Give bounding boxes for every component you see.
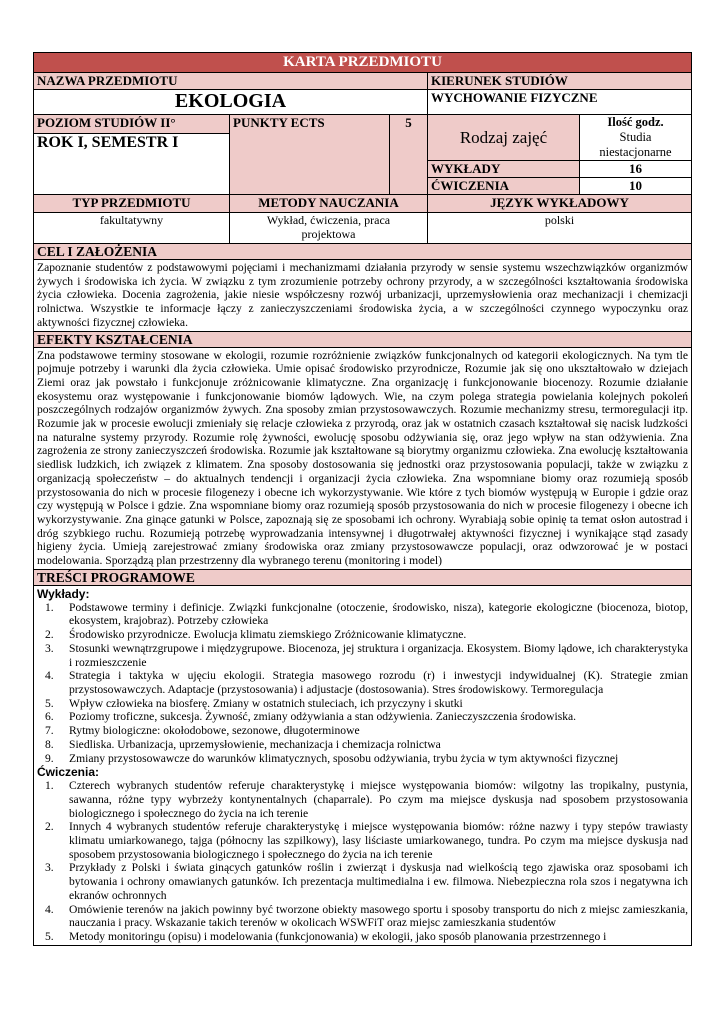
- item-number: 2.: [45, 628, 54, 642]
- cel-text: Zapoznanie studentów z podstawowymi pojęciami i mechanizmami działania przyrody w sensie systemu wszechzwiązków organizmów żywych i środowiska ich życia. W związku z tym zrozumienie potrzeby ochrony przyrody, a w szczególności kształtowania środowiska życia człowieka. Docenia zagrożenia, jakie niesie współczesny rozwój urbanizacji, uprzemysłowienia oraz mechanizacji i chemizacji rolnictwa. Wszystkie te informacje łączy z zanieczyszczeniami środowiska życia, a w szczególności czynnego wypoczynku oraz aktywności fizycznej człowieka.: [34, 260, 692, 332]
- item-text: Zmiany przystosowawcze do warunków klimatycznych, sposobu odżywiania, trybu życia w tym aktywności fizycznej: [69, 751, 619, 765]
- item-text: Środowisko przyrodnicze. Ewolucja klimatu ziemskiego Zróżnicowanie klimatyczne.: [69, 628, 467, 642]
- wyklady-label: WYKŁADY: [428, 161, 580, 178]
- list-item: [37, 697, 688, 711]
- item-number: 9.: [45, 751, 54, 765]
- list-item: [37, 642, 688, 669]
- item-text: Czterech wybranych studentów referuje charakterystykę i miejsce występowania biomów: wilgotny las tropikalny, pustynia, sawanna, różne typy wybrzeży kontynentalnych (chaparrale). Po czym ma miejsce dyskusja nad sposobem przystosowania biologicznego i społecznego do życia na ich terenie: [69, 779, 689, 820]
- item-number: 1.: [45, 600, 54, 614]
- jezyk-label: JĘZYK WYKŁADOWY: [428, 195, 692, 213]
- item-number: 5.: [45, 696, 54, 710]
- cwiczenia-heading: Ćwiczenia:: [37, 765, 100, 780]
- wyklady-heading: Wykłady:: [37, 586, 90, 601]
- item-text: Poziomy troficzne, sukcesja. Żywność, zmiany odżywiania a stan odżywienia. Zanieczyszczenia środowiska.: [69, 710, 577, 724]
- item-text: Siedliska. Urbanizacja, uprzemysłowienie, mechanizacja i chemizacja rolnictwa: [69, 737, 441, 751]
- item-text: Omówienie terenów na jakich powinny być tworzone obiekty masowego sportu i sposoby transportu do nich z miejsc zamieszkania, nauczania i pracy. Wskazanie takich terenów w okolicach WSWFiT oraz miejsc zamieszkania studentów: [69, 902, 689, 930]
- jezyk-value: polski: [428, 213, 692, 244]
- list-item: [37, 738, 688, 752]
- item-number: 3.: [45, 861, 54, 875]
- list-item: [37, 724, 688, 738]
- wyklady-list: [37, 601, 688, 765]
- tresci-content: [34, 585, 692, 945]
- list-item: [37, 779, 688, 820]
- item-number: 7.: [45, 724, 54, 738]
- ilosc-label: Ilość godz.: [607, 115, 664, 129]
- kierunek-value: WYCHOWANIE FIZYCZNE: [428, 90, 692, 115]
- list-item: [37, 861, 688, 902]
- poziom-label: POZIOM STUDIÓW II°: [34, 115, 230, 134]
- item-text: Przykłady z Polski i świata ginących gatunków roślin i zwierząt i dyskusja nad wielkością tego zjawiska oraz sposobami ich bytowania i ochrony omawianych gatunków. Ich prezentacja multimedialna i ew. filmowa. Niebezpieczna rola szos i negatywna ich ekranów ochronnych: [69, 861, 689, 902]
- list-item: [37, 669, 688, 696]
- item-text: Innych 4 wybranych studentów referuje charakterystykę i miejsce występowania biomów: różne nazwy i typy stepów trawiasty klimatu umiarkowanego, tajga (północny las szpilkowy), lasy liściaste umiarkowanego, tundra. Po czym ma miejsce dyskusja nad sposobem przystosowania biologicznego i społecznego do życia na ich terenie: [69, 820, 689, 861]
- subject-name: EKOLOGIA: [34, 90, 428, 115]
- list-item: [37, 710, 688, 724]
- cwiczenia-hours: 10: [580, 178, 692, 195]
- list-item: [37, 752, 688, 766]
- list-item: [37, 930, 688, 944]
- typ-value: fakultatywny: [34, 213, 230, 244]
- efekty-title: EFEKTY KSZTAŁCENIA: [34, 331, 692, 347]
- list-item: [37, 601, 688, 628]
- item-text: Rytmy biologiczne: okołodobowe, sezonowe, długoterminowe: [69, 724, 360, 738]
- cel-title: CEL I ZAŁOŻENIA: [34, 244, 692, 260]
- cwiczenia-list: [37, 779, 688, 943]
- kierunek-label: KIERUNEK STUDIÓW: [428, 73, 692, 90]
- wyklady-hours: 16: [580, 161, 692, 178]
- nazwa-label: NAZWA PRZEDMIOTU: [34, 73, 428, 90]
- rok-value: ROK I, SEMESTR I: [34, 134, 230, 195]
- card-title: KARTA PRZEDMIOTU: [34, 53, 692, 73]
- item-number: 4.: [45, 669, 54, 683]
- list-item: [37, 903, 688, 930]
- ilosc-cell: [580, 115, 692, 161]
- efekty-text: Zna podstawowe terminy stosowane w ekologii, rozumie rozróżnienie związków funkcjonalnych od kategorii ekologicznych. Na tym tle pojmuje potrzeby i warunki dla życia człowieka. Umie opisać środowisko przyrodnicze, Rozumie jak się ono ukształtowało w dziejach Ziemi oraz jak powstało i funkcjonuje zróżnicowanie klimatyczne. Zna organizację i funkcjonowanie biocenozy. Rozumie działanie ekosystemu oraz występowanie i funkcjonowanie biomów lądowych. Wie, na czym polega strategia powielania kolejnych pokoleń poszczególnych rodzajów organizmów żywych. Zna sposoby zmian przystosowawczych. Rozumie mechanizmy stresu, termoregulacji itp. Rozumie jak w procesie ewolucji zmieniały się relacje człowieka z przyrodą, oraz jak w ostatnich czasach kształtował się nacisk ludzkości na naturalne systemy przyrody. Rozumie rolę żywności, ewolucję sposobu odżywiania się, oraz jego wpływ na stan odżywienia. Zna zagrożenia ze strony zanieczyszczeń środowiska. Rozumie jak kształtowane są biorytmy organizmu człowieka. Zna ewolucję kształtowania siedlisk ludzkich, ich związek z klimatem. Zna sposoby dostosowania się jednostki oraz przystosowania populacji, także w związku z organizacją społeczeństw – do aktualnych tendencji i organizacji życia człowieka. Zna wspomniane biomy oraz rozumieją sposób przystosowania do nich w procesie filogenezy i obecne ich wykorzystywanie. Wie które z tych biomów występują w Europie i gdzie oraz czy występują w Polsce i gdzie. Zna wspomniane biomy oraz rozumieją sposób przystosowania do nich w procesie filogenezy i obecne ich wykorzystywanie. Zna ginące gatunki w Polsce, zapoznają się ze sposobami ich ochrony. Wyrabiają sobie opinię ta temat osłon autostrad i dróg szybkiego ruchu. Rozumieją potrzebę wyprowadzania intensywnej i długotrwałej aktywności fizycznej i wynikające stąd zasady higieny życia. Umieją zarejestrować zmiany środowiska oraz zmiany przystosowawcze populacji, oraz odwzorować je w postaci modelowania. Sporządzą plan przestrzenny dla wybranego terenu (monitoring i model): [34, 347, 692, 569]
- item-text: Stosunki wewnątrzgrupowe i międzygrupowe. Biocenoza, jej struktura i organizacja. Ekosystem. Biomy lądowe, ich charakterystyka i rozmieszczenie: [69, 641, 689, 669]
- item-number: 6.: [45, 710, 54, 724]
- subject-card: [33, 52, 691, 946]
- item-text: Metody monitoringu (opisu) i modelowania (funkcjonowania) w ekologii, jako sposób planowania przestrzennego i: [69, 929, 607, 943]
- ects-value: 5: [390, 115, 428, 195]
- typ-label: TYP PRZEDMIOTU: [34, 195, 230, 213]
- metody-value: Wykład, ćwiczenia, praca projektowa: [230, 213, 428, 244]
- item-number: 8.: [45, 737, 54, 751]
- list-item: [37, 820, 688, 861]
- item-number: 5.: [45, 929, 54, 943]
- item-text: Podstawowe terminy i definicje. Związki funkcjonalne (otoczenie, środowisko, nisza), kategorie ekologiczne (biocenoza, biotop, ekosystem, krajobraz). Potrzeby człowieka: [69, 600, 689, 628]
- item-number: 4.: [45, 902, 54, 916]
- cwiczenia-label: ĆWICZENIA: [428, 178, 580, 195]
- rodzaj-label: Rodzaj zajęć: [428, 115, 580, 161]
- item-text: Strategia i taktyka w ujęciu ekologii. Strategia masowego rozrodu (r) i inwestycji indywidualnej (K). Strategie zmian przystosowawczych. Adaptacje (przystosowania) i adjustacje (dostosowania). Stres środowiskowy. Termoregulacja: [69, 669, 689, 696]
- item-number: 2.: [45, 820, 54, 834]
- item-number: 3.: [45, 641, 54, 655]
- item-number: 1.: [45, 779, 54, 793]
- card-table: [33, 52, 692, 946]
- list-item: [37, 628, 688, 642]
- item-text: Wpływ człowieka na biosferę. Zmiany w ostatnich stuleciach, ich przyczyny i skutki: [69, 696, 463, 710]
- tresci-title: TREŚCI PROGRAMOWE: [34, 569, 692, 585]
- metody-label: METODY NAUCZANIA: [230, 195, 428, 213]
- studia-label: Studia niestacjonarne: [599, 130, 672, 159]
- ects-label: PUNKTY ECTS: [230, 115, 390, 195]
